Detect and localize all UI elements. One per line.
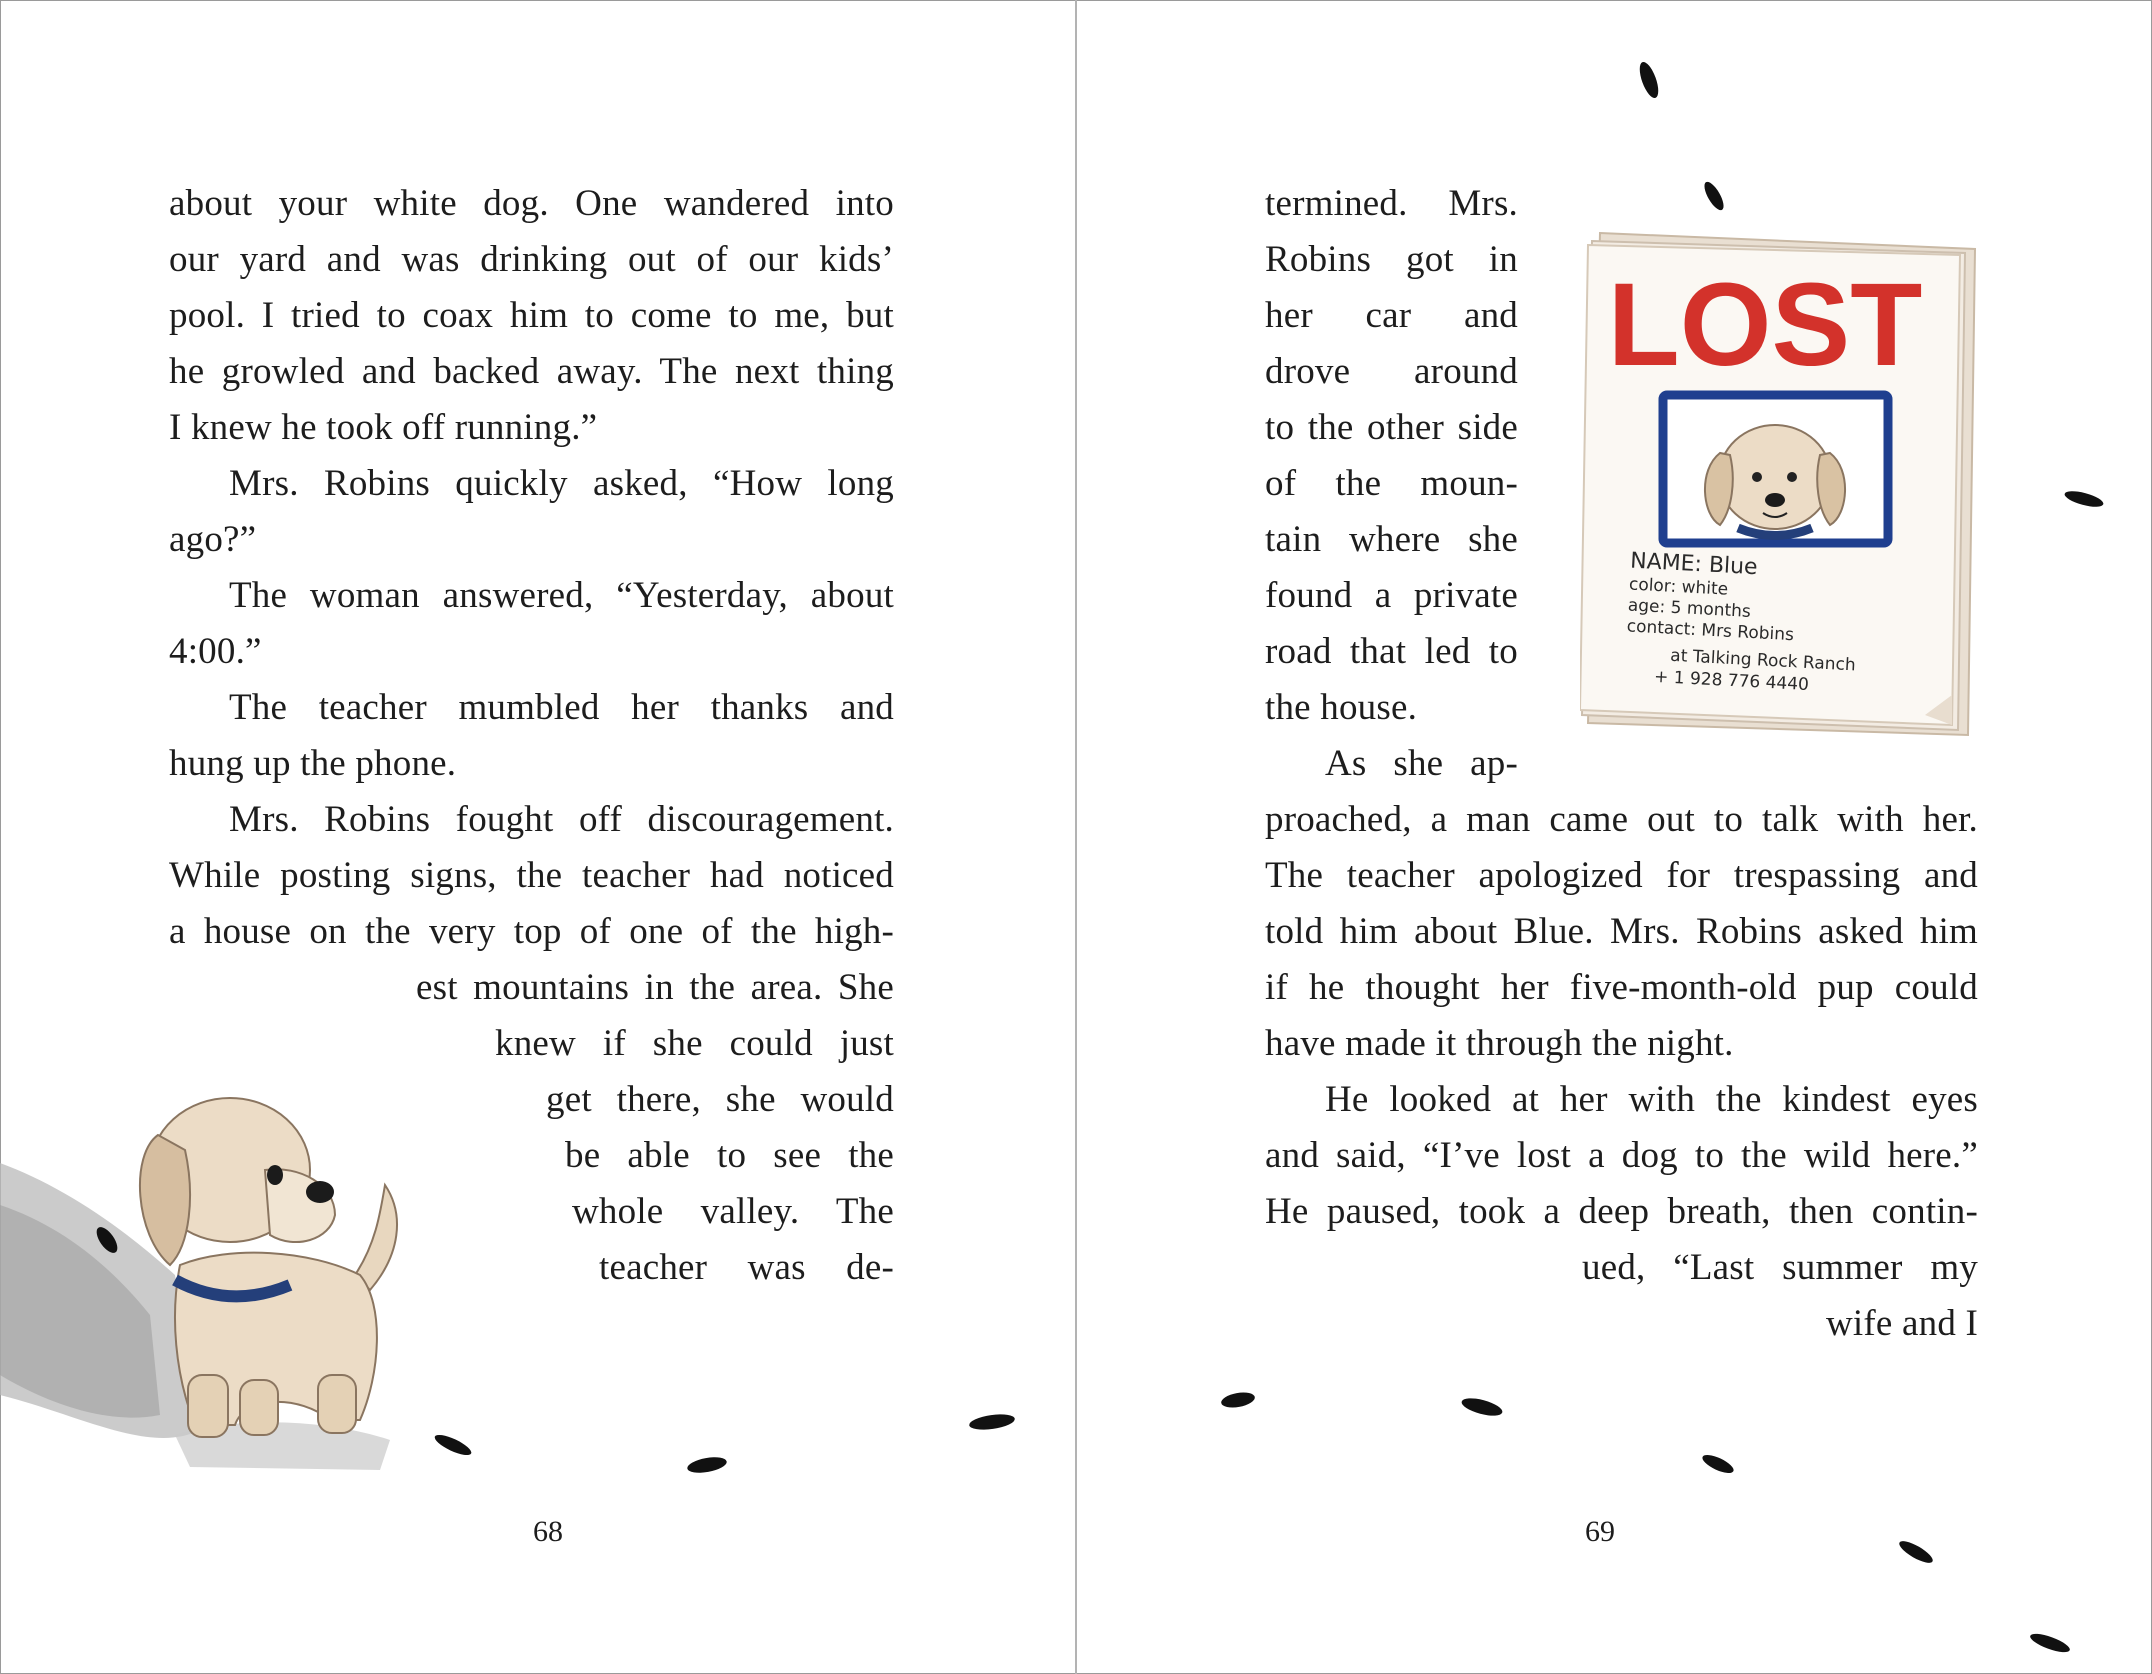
text-line: have made it through the night. [1265,1023,1734,1064]
text-line: be able to see the [565,1135,894,1176]
text-line: our yard and was drinking out of our kids’ [169,239,894,280]
text-line: get there, she would [546,1079,894,1120]
text-line: whole valley. The [572,1191,894,1232]
paw-print [1700,176,1728,216]
poster-color-line: color: white [1628,574,1729,600]
text-line: While posting signs, the teacher had noticed [169,855,894,896]
paw-print [1698,1450,1738,1478]
page-number-right: 69 [1585,1515,1615,1548]
text-line: wife and I [1826,1303,1978,1344]
poster-heading: LOST [1607,259,1923,391]
poster-contact-line: contact: Mrs Robins [1626,616,1795,646]
text-line: teacher was de- [599,1247,894,1288]
text-line: pool. I tried to coax him to come to me, but [169,295,894,336]
text-line: Robins got in [1265,239,1518,280]
book-gutter [1075,0,1077,1674]
paw-print [966,1408,1018,1436]
paw-print [1634,58,1664,102]
page-number-left: 68 [533,1515,563,1548]
poster-age-line: age: 5 months [1627,595,1752,622]
text-line: ued, “Last summer my [1582,1247,1978,1288]
text-line: if he thought her five-month-old pup could [1265,967,1978,1008]
text-line: of the moun- [1265,463,1518,504]
paw-print [430,1430,476,1460]
text-line: and said, “I’ve lost a dog to the wild here.” [1265,1135,1978,1176]
text-line: her car and [1265,295,1518,336]
paw-print [684,1452,730,1478]
paw-print [1218,1386,1258,1414]
text-line: hung up the phone. [169,743,457,784]
text-line: He looked at her with the kindest eyes [1325,1079,1978,1120]
text-line: As she ap- [1325,743,1518,784]
text-line: I knew he took off running.” [169,407,598,448]
text-line: found a private [1265,575,1518,616]
paw-print [1458,1392,1506,1422]
puppy-drawing [0,1075,450,1475]
paw-print [2060,487,2108,511]
text-line: he growled and backed away. The next thing [169,351,894,392]
text-line: the house. [1265,687,1418,728]
text-line: Mrs. Robins quickly asked, “How long [229,463,894,504]
paw-print [2026,1628,2074,1658]
text-line: est mountains in the area. She [416,967,894,1008]
poster-name-line: NAME: Blue [1629,548,1759,581]
text-line: a house on the very top of one of the high- [169,911,894,952]
text-line: 4:00.” [169,631,262,672]
text-line: to the other side [1265,407,1518,448]
lost-poster-illustration [1580,225,1985,740]
text-line: road that led to [1265,631,1518,672]
text-line: The teacher apologized for trespassing and [1265,855,1978,896]
lost-poster-drawing [1580,225,1985,740]
text-line: Mrs. Robins fought off discouragement. [229,799,894,840]
poster-place-line: at Talking Rock Ranch [1669,645,1857,676]
paw-print [90,1222,124,1258]
text-line: termined. Mrs. [1265,183,1518,224]
text-line: He paused, took a deep breath, then contin- [1265,1191,1978,1232]
text-line: ago?” [169,519,257,560]
text-line: told him about Blue. Mrs. Robins asked him [1265,911,1978,952]
text-line: drove around [1265,351,1518,392]
poster-phone-line: + 1 928 776 4440 [1653,666,1810,696]
text-line: proached, a man came out to talk with her. [1265,799,1978,840]
text-line: The woman answered, “Yesterday, about [229,575,894,616]
paw-print [1894,1536,1938,1568]
text-line: knew if she could just [495,1023,894,1064]
text-line: about your white dog. One wandered into [169,183,894,224]
puppy-illustration [0,1075,450,1475]
text-line: The teacher mumbled her thanks and [229,687,894,728]
text-line: tain where she [1265,519,1518,560]
